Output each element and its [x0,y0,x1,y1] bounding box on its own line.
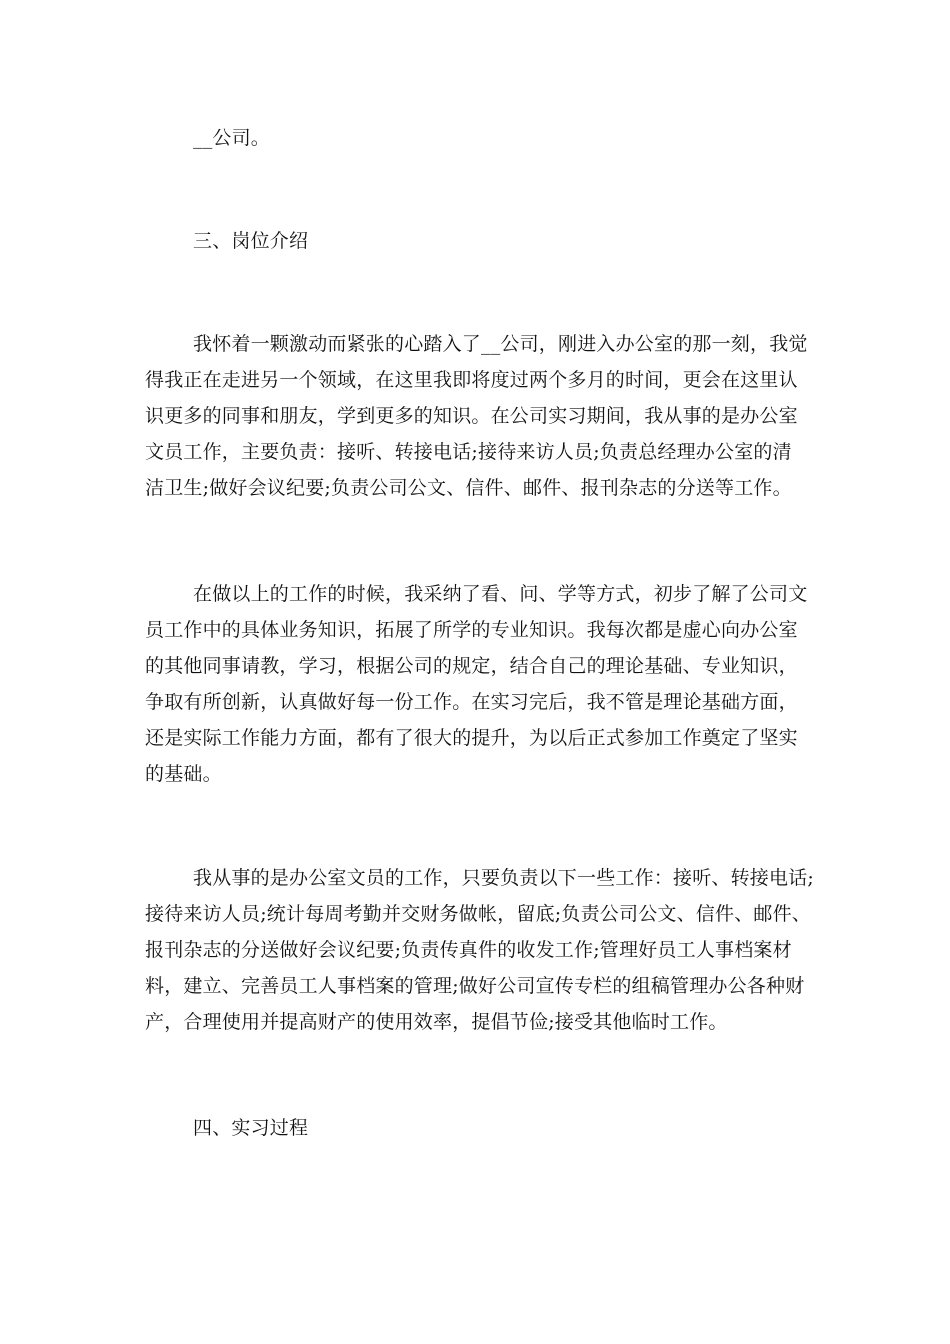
paragraph-line: 的基础。 [145,763,222,785]
paragraph-line: 还是实际工作能力方面，都有了很大的提升，为以后正式参加工作奠定了坚实 [145,727,798,749]
paragraph-line: 在做以上的工作的时候，我采纳了看、问、学等方式，初步了解了公司文 [193,583,808,605]
paragraph-line: 争取有所创新，认真做好每一份工作。在实习完后，我不管是理论基础方面， [145,691,798,713]
section-heading-job-intro: 三、岗位介绍 [193,230,309,252]
paragraph-line: 报刊杂志的分送做好会议纪要;负责传真件的收发工作;管理好员工人事档案材 [145,939,792,961]
paragraph-line: 料，建立、完善员工人事档案的管理;做好公司宣传专栏的组稿管理办公各种财 [145,975,805,997]
section-heading-internship-process: 四、实习过程 [193,1117,309,1139]
paragraph-line: 我从事的是办公室文员的工作，只要负责以下一些工作：接听、转接电话; [193,867,815,889]
paragraph-line: 得我正在走进另一个领域，在这里我即将度过两个多月的时间，更会在这里认 [145,369,798,391]
paragraph-line: 洁卫生;做好会议纪要;负责公司公文、信件、邮件、报刊杂志的分送等工作。 [145,477,792,499]
paragraph-line: 识更多的同事和朋友，学到更多的知识。在公司实习期间，我从事的是办公室 [145,405,798,427]
paragraph-line: 产，合理使用并提高财产的使用效率，提倡节俭;接受其他临时工作。 [145,1011,728,1033]
paragraph-line: 的其他同事请教，学习，根据公司的规定，结合自己的理论基础、专业知识， [145,655,798,677]
paragraph-line: 接待来访人员;统计每周考勤并交财务做帐，留底;负责公司公文、信件、邮件、 [145,903,812,925]
intro-tail-text: __公司。 [193,127,271,149]
paragraph-line: 我怀着一颗激动而紧张的心踏入了__公司，刚进入办公室的那一刻，我觉 [193,333,808,355]
paragraph-line: 文员工作，主要负责：接听、转接电话;接待来访人员;负责总经理办公室的清 [145,441,792,463]
paragraph-line: 员工作中的具体业务知识，拓展了所学的专业知识。我每次都是虚心向办公室 [145,619,798,641]
